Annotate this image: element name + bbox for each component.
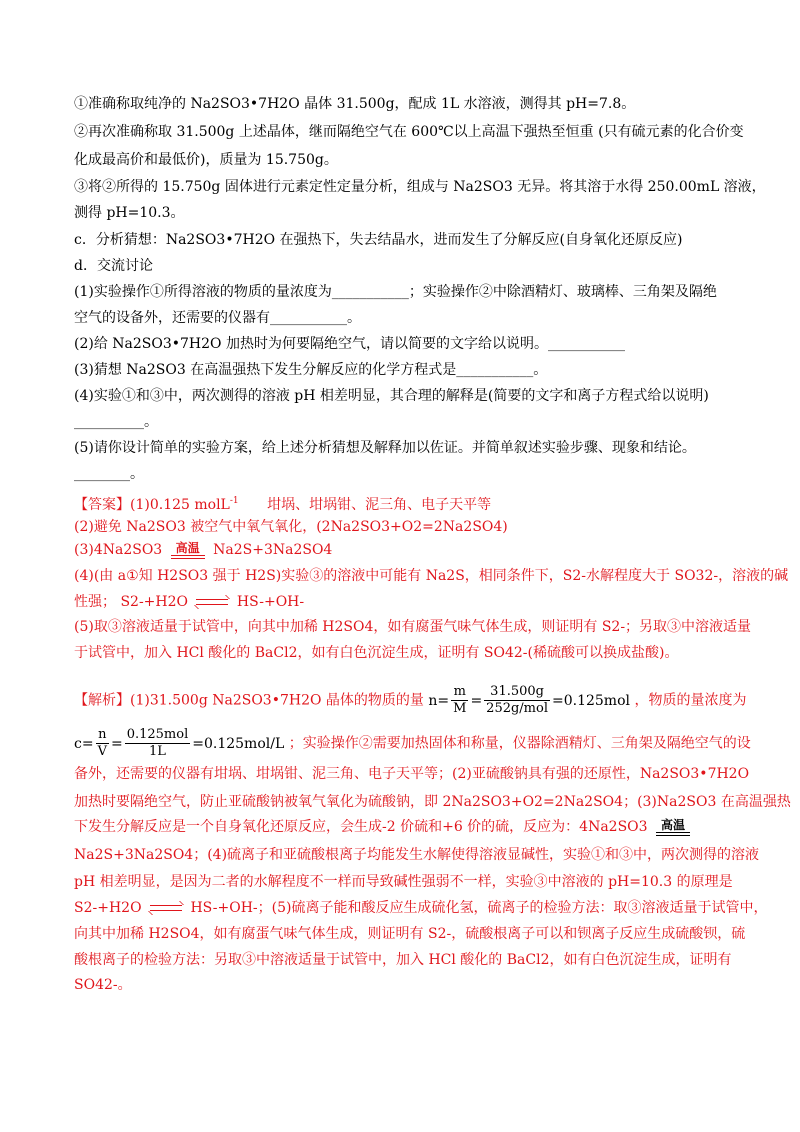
explanation-label: 【解析】 [74, 692, 130, 709]
answer-4-line-2 [74, 592, 734, 612]
analysis-guess: c．分析猜想：Na2SO3•7H2O 在强热下，失去结晶水，进而发生了分解反应(自身氧化还原反应) [74, 232, 683, 248]
answer-1-instruments: 坩埚、坩埚钳、泥三角、电子天平等 [267, 497, 492, 513]
question-4-line-1: (4)实验①和③中，两次测得的溶液 pH 相差明显，其合理的解释是(简要的文字和离子方程式给以说明) [74, 388, 709, 404]
explanation-5-text: 下发生分解反应是一个自身氧化还原反应，会生成-2 价硫和+6 价的硫，反应为：4Na2SO3 [74, 819, 648, 835]
answer-2: (2)避免 Na2SO3 被空气中氧气氧化，(2Na2SO3+O2=2Na2SO4) [74, 519, 508, 535]
answer-label: 【答案】 [74, 497, 130, 513]
answer-3-products: Na2S+3Na2SO4 [213, 542, 333, 558]
step-2-line-2: 化成最高价和最低价)，质量为 15.750g。 [74, 152, 338, 168]
explanation-3: 备外，还需要的仪器有坩埚、坩埚钳、泥三角、电子天平等；(2)亚硫酸钠具有强的还原性，Na2SO3•7H2O [74, 766, 750, 782]
question-5-line-1: (5)请你设计简单的实验方案，给上述分析猜想及解释加以佐证。并简单叙述实验步骤、现象和结论。 [74, 440, 696, 456]
explanation-9: 向其中加稀 H2SO4，如有腐蛋气味气体生成，则证明有 S2-，硫酸根离子可以和钡离子反应生成硫酸钡，硫 [74, 926, 746, 942]
explanation-1 [74, 684, 747, 717]
explanation-6: Na2S+3Na2SO4；(4)硫离子和亚硫酸根离子均能发生水解使得溶液显碱性，实验①和③中，两次测得的溶液 [74, 847, 760, 863]
question-3: (3)猜想 Na2SO3 在高温强热下发生分解反应的化学方程式是___________。 [74, 362, 548, 378]
high-temp-arrow-2: 高温 [656, 819, 690, 836]
answer-3-reactant: (3)4Na2SO3 [74, 542, 163, 558]
explanation-8-right: HS-+OH-；(5)硫离子能和酸反应生成硫化氢，硫离子的检验方法：取③溶液适量于试管中， [190, 900, 768, 916]
explanation-10: 酸根离子的检验方法：另取③中溶液适量于试管中，加入 HCl 酸化的 BaCl2，如有白色沉淀生成，证明有 [74, 952, 732, 968]
explanation-11: SO42-。 [74, 977, 132, 993]
explanation-4: 加热时要隔绝空气，防止亚硫酸钠被氧气氧化为硫酸钠，即 2Na2SO3+O2=2Na2SO4；(3)Na2SO3 在高温强热 [74, 794, 791, 810]
explanation-7: pH 相差明显，是因为二者的水解程度不一样而导致碱性强弱不一样，实验③中溶液的 pH=10.3 的原理是 [74, 874, 733, 890]
answer-1 [74, 491, 734, 515]
step-2-line-1: ②再次准确称取 31.500g 上述晶体，继而隔绝空气在 600℃以上高温下强热至恒重 (只有硫元素的化合价变 [74, 124, 744, 140]
discussion-heading: d．交流讨论 [74, 258, 153, 274]
step-3-line-2: 测得 pH=10.3。 [74, 205, 185, 221]
high-temp-arrow [171, 542, 205, 559]
step-3-line-1: ③将②所得的 15.750g 固体进行元素定性定量分析，组成与 Na2SO3 无异。将其溶于水得 250.00mL 溶液， [74, 179, 766, 195]
answer-4-line-1: (4)(由 a①知 H2SO3 强于 H2S)实验③的溶液中可能有 Na2S，相同条件下，S2-水解程度大于 SO32-，溶液的碱 [74, 568, 789, 584]
concentration-formula: c= $\frac{n}{V}$ = $\frac{\text{0.125mol}}{1L}$ =0.125mol/L [74, 727, 285, 759]
moles-formula: n= $\frac{m}{M}$ = $\frac{31.500g}{\text{252g/mol}}$ =0.125mol [428, 684, 630, 716]
answer-4-right: HS-+OH- [236, 594, 305, 610]
explanation-1-tail: ，物质的量浓度为 [634, 692, 747, 709]
question-4-line-2: __________。 [74, 414, 158, 430]
explanation-5 [74, 817, 734, 837]
high-temp-condition: 高温 [175, 540, 200, 555]
explanation-2-tail: ；实验操作②需要加热固体和称量，仪器除酒精灯、三角架及隔绝空气的设 [288, 735, 751, 752]
answer-5-line-1: (5)取③溶液适量于试管中，向其中加稀 H2SO4，如有腐蛋气味气体生成，则证明有 S2-；另取③中溶液适量 [74, 619, 752, 635]
answer-1-value: (1)0.125 molL [130, 497, 230, 513]
answer-3 [74, 540, 734, 560]
question-1-line-2: 空气的设备外，还需要的仪器有___________。 [74, 310, 361, 326]
answer-1-unit-sup: -1 [229, 496, 239, 506]
step-1: ①准确称取纯净的 Na2SO3•7H2O 晶体 31.500g，配成 1L 水溶液，测得其 pH=7.8。 [74, 96, 636, 112]
answer-4-left: 性强； S2-+H2O [74, 594, 189, 610]
equilibrium-arrow-icon [196, 598, 228, 606]
answer-5-line-2: 于试管中，加入 HCl 酸化的 BaCl2，如有白色沉淀生成，证明有 SO42-(稀硫酸可以换成盐酸)。 [74, 645, 679, 661]
explanation-1-text: (1)31.500g Na2SO3•7H2O 晶体的物质的量 [130, 692, 424, 709]
equilibrium-arrow-icon-2 [150, 904, 182, 912]
question-2: (2)给 Na2SO3•7H2O 加热时为何要隔绝空气，请以简要的文字给以说明。___________ [74, 336, 625, 352]
question-5-line-2: ________。 [74, 466, 144, 482]
question-1-line-1: (1)实验操作①所得溶液的物质的量浓度为___________；实验操作②中除酒精灯、玻璃棒、三角架及隔绝 [74, 284, 717, 300]
explanation-8-left: S2-+H2O [74, 900, 142, 916]
explanation-2 [74, 727, 751, 760]
explanation-8 [74, 898, 768, 918]
